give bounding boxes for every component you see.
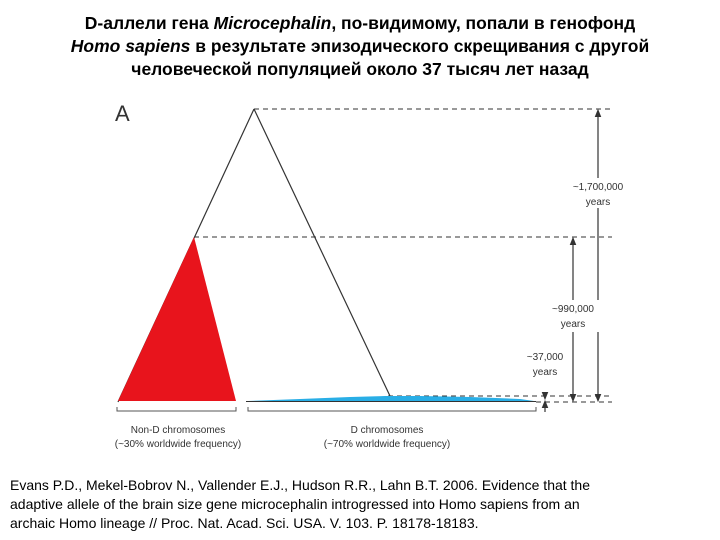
d-frequency: (~70% worldwide frequency)	[323, 439, 451, 450]
label-1700000-value: ~1,700,000	[572, 182, 624, 193]
d-bracket	[248, 407, 536, 411]
citation-line-3: archaic Homo lineage // Proc. Nat. Acad. Sci. USA. V. 103. P. 18178-18183.	[10, 515, 479, 531]
citation	[10, 476, 714, 533]
title-line-1-end: , по-видимому, попали в генофонд	[331, 13, 636, 33]
panel-label: A	[115, 101, 130, 126]
non-d-bracket	[117, 407, 236, 411]
title-line-1-start: D-аллели гена	[84, 13, 214, 33]
label-37000-value: ~37,000	[526, 352, 564, 363]
d-lineage-shape	[248, 396, 534, 401]
non-d-lineage-shape	[118, 237, 236, 401]
non-d-label: Non-D chromosomes	[130, 425, 226, 436]
label-1700000-unit: years	[585, 197, 611, 208]
label-990000-unit: years	[560, 319, 586, 330]
label-990000-value: ~990,000	[552, 304, 594, 315]
gene-name: Microcephalin	[213, 13, 332, 33]
species-name: Homo sapiens	[70, 36, 191, 56]
citation-line-2: adaptive allele of the brain size gene microcephalin introgressed into Homo sapiens from an	[10, 496, 580, 512]
branch-right	[254, 109, 390, 396]
title-line-2-end: в результате эпизодического скрещивания с другой	[190, 36, 650, 56]
non-d-frequency: (~30% worldwide frequency)	[114, 439, 242, 450]
citation-line-1: Evans P.D., Mekel-Bobrov N., Vallender E.J., Hudson R.R., Lahn B.T. 2006. Evidence that the	[10, 477, 591, 493]
d-label: D chromosomes	[350, 425, 424, 436]
title-line-3: человеческой популяцией около 37 тысяч лет назад	[131, 59, 589, 79]
label-37000-unit: years	[532, 367, 558, 378]
